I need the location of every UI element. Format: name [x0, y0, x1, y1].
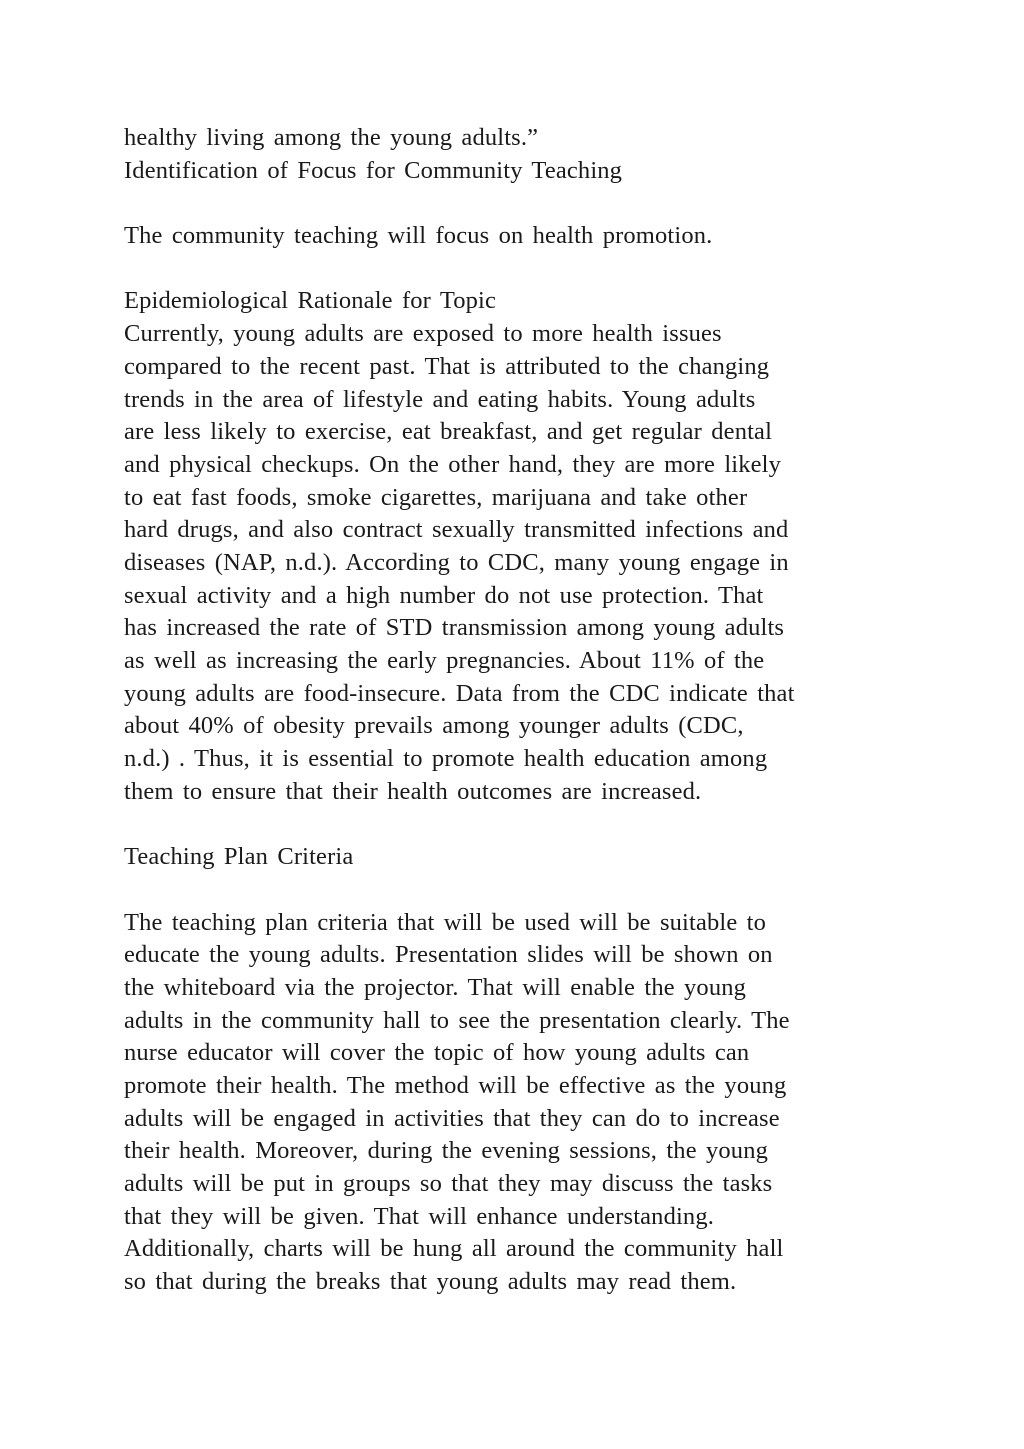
spacer	[124, 874, 914, 907]
epidemiology-line: Currently, young adults are exposed to more health issues	[124, 320, 722, 348]
epidemiology-line: as well as increasing the early pregnancies. About 11% of the	[124, 647, 765, 674]
epidemiology-line: diseases (NAP, n.d.). According to CDC, many young engage in	[124, 548, 789, 576]
criteria-line: adults will be engaged in activities that they can do to increase	[124, 1104, 780, 1132]
epidemiology-line: trends in the area of lifestyle and eating habits. Young adults	[124, 385, 756, 413]
criteria-heading: Teaching Plan Criteria	[124, 843, 354, 871]
epidemiology-line: has increased the rate of STD transmission among young adults	[124, 614, 785, 642]
epidemiology-line: are less likely to exercise, eat breakfast, and get regular dental	[124, 418, 773, 446]
spacer	[124, 808, 914, 841]
criteria-line: The teaching plan criteria that will be used will be suitable to	[124, 908, 766, 936]
epidemiology-line: compared to the recent past. That is attributed to the changing	[124, 352, 770, 380]
spacer	[124, 253, 914, 286]
epidemiology-line: sexual activity and a high number do not use protection. That	[124, 581, 764, 609]
criteria-line: adults in the community hall to see the presentation clearly. The	[124, 1006, 790, 1034]
focus-heading: Identification of Focus for Community Teaching	[124, 156, 623, 184]
epidemiology-line: hard drugs, and also contract sexually transmitted infections and	[124, 516, 789, 544]
spacer	[124, 187, 914, 220]
criteria-line: educate the young adults. Presentation slides will be shown on	[124, 941, 773, 969]
criteria-line: Additionally, charts will be hung all around the community hall	[124, 1235, 784, 1263]
criteria-line: the whiteboard via the projector. That will enable the young	[124, 973, 747, 1001]
criteria-line: so that during the breaks that young adults may read them.	[124, 1268, 737, 1296]
intro-line: healthy living among the young adults.”	[124, 124, 539, 151]
epidemiology-line: to eat fast foods, smoke cigarettes, marijuana and take other	[124, 483, 748, 511]
epidemiology-line: young adults are food-insecure. Data from the CDC indicate that	[124, 679, 795, 707]
criteria-line: their health. Moreover, during the evening sessions, the young	[124, 1137, 769, 1165]
criteria-line: adults will be put in groups so that they may discuss the tasks	[124, 1170, 773, 1197]
criteria-line: that they will be given. That will enhance understanding.	[124, 1202, 715, 1230]
document-page	[124, 122, 914, 1299]
epidemiology-line: about 40% of obesity prevails among younger adults (CDC,	[124, 712, 744, 740]
criteria-line: nurse educator will cover the topic of how young adults can	[124, 1039, 750, 1067]
epidemiology-line: them to ensure that their health outcomes are increased.	[124, 777, 702, 805]
epidemiology-line: n.d.) . Thus, it is essential to promote health education among	[124, 745, 768, 773]
epidemiology-heading: Epidemiological Rationale for Topic	[124, 287, 497, 315]
focus-line: The community teaching will focus on health promotion.	[124, 222, 713, 250]
epidemiology-line: and physical checkups. On the other hand, they are more likely	[124, 450, 782, 478]
criteria-line: promote their health. The method will be effective as the young	[124, 1071, 787, 1099]
